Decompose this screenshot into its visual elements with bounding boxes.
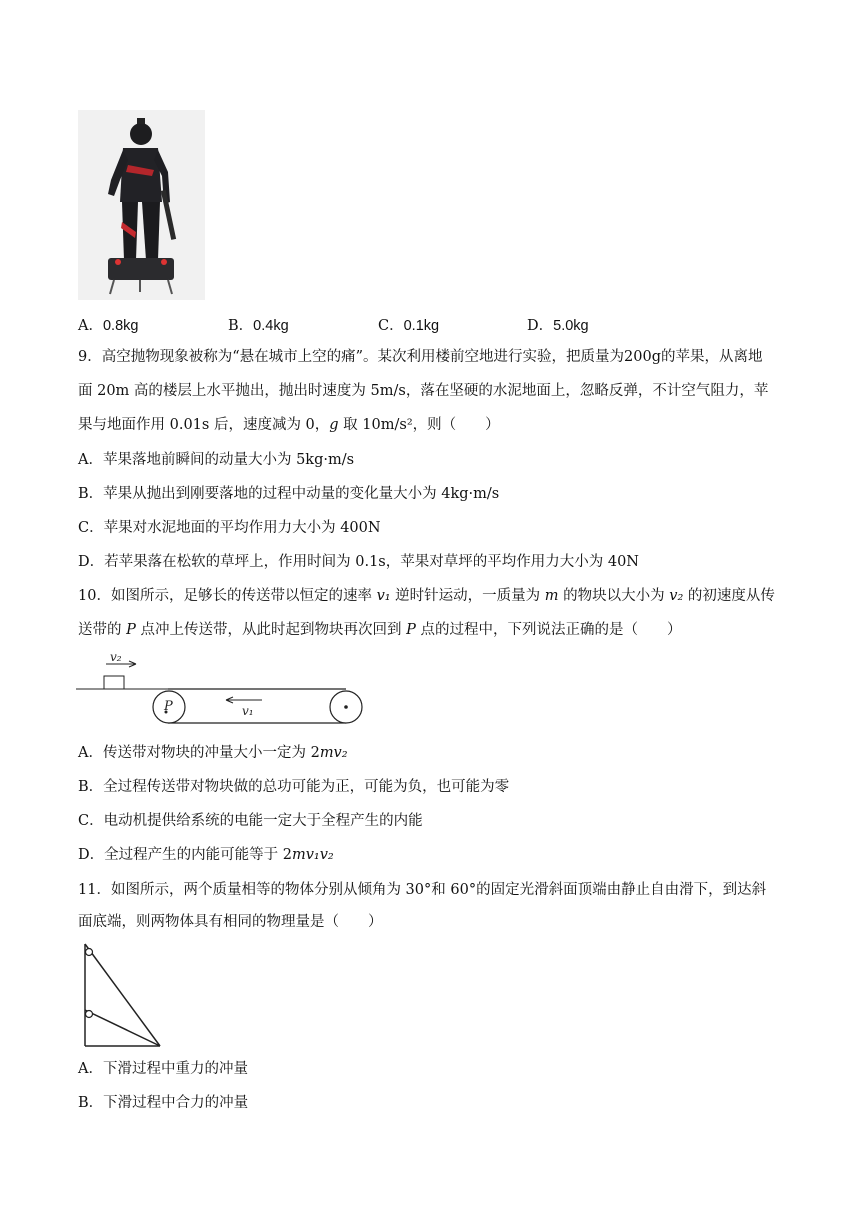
q10-option-a-var: mv₂ [319,745,348,761]
q10-stem-part: 10．如图所示，足够长的传送带以恒定的速率 [78,588,377,604]
q10-stem-part: 点的过程中，下列说法正确的是（ ） [415,622,682,638]
q10-stem-part: 的初速度从传 [683,588,775,604]
jetpack-rider-photo [78,110,205,300]
q10-v1-symbol: v₁ [376,588,391,604]
q10-p-symbol: P [406,622,416,638]
q10-option-d[interactable] [78,845,334,865]
q10-option-d-var: mv₁v₂ [291,847,334,863]
q10-stem-line-2 [78,620,681,640]
q10-option-d-text: D．全过程产生的内能可能等于 2 [78,847,292,863]
q10-p-symbol: P [126,622,136,638]
q10-option-a-text: A．传送带对物块的冲量大小一定为 2 [78,745,320,761]
p-label: P [164,699,173,714]
q10-stem-line-1 [78,586,775,606]
q8-option-b[interactable] [228,314,289,335]
q9-stem-line-1: 9．高空抛物现象被称为“悬在城市上空的痛”。某次利用楼前空地进行实验，把质量为200g的苹果，从离地 [78,349,763,365]
q9-g-symbol: g [329,417,339,433]
q8-option-d-label: D． [527,318,554,334]
q10-stem-part: 点冲上传送带，从此时起到物块再次回到 [135,622,407,638]
v1-label: v₁ [242,704,254,718]
q8-option-a-value: 0.8kg [102,318,139,334]
q8-option-c[interactable] [378,314,439,335]
q8-option-b-value: 0.4kg [253,318,289,334]
q9-stem-3b: 取 10m/s²，则（ ） [338,417,500,433]
lower-object [86,1011,93,1018]
inclines-diagram [80,940,164,1050]
q8-option-a-label: A． [78,318,103,334]
q8-option-c-value: 0.1kg [403,318,440,334]
q11-stem-line-1: 11．如图所示，两个质量相等的物体分别从倾角为 30°和 60°的固定光滑斜面顶端由静止自由滑下，到达斜 [78,882,767,898]
q10-option-b[interactable]: B．全过程传送带对物块做的总功可能为正，可能为负，也可能为零 [78,779,510,795]
q10-option-c[interactable]: C．电动机提供给系统的电能一定大于全程产生的内能 [78,813,423,829]
q9-stem-line-2: 面 20m 高的楼层上水平抛出，抛出时速度为 5m/s，落在坚硬的水泥地面上，忽略反弹，不计空气阻力，苹 [78,383,769,399]
q8-option-b-label: B． [228,318,254,334]
q10-stem-part: 的物块以大小为 [558,588,670,604]
top-object [86,949,93,956]
q10-v2-symbol: v₂ [669,588,684,604]
q9-option-a[interactable]: A．苹果落地前瞬间的动量大小为 5kg·m/s [78,452,355,468]
q10-stem-part: 送带的 [78,622,127,638]
q9-stem-line-3 [78,415,500,435]
q9-option-b[interactable]: B．苹果从抛出到刚要落地的过程中动量的变化量大小为 4kg·m/s [78,486,500,502]
q10-stem-part: 逆时针运动，一质量为 [390,588,545,604]
conveyor-belt-diagram [76,650,368,728]
q9-stem-3a: 果与地面作用 0.01s 后，速度减为 0， [78,417,330,433]
q10-option-a[interactable] [78,743,348,763]
q8-option-d-value: 5.0kg [553,318,589,334]
q9-option-c[interactable]: C．苹果对水泥地面的平均作用力大小为 400N [78,520,381,536]
q8-option-a[interactable] [78,314,138,335]
q10-m-symbol: m [544,588,559,604]
q11-option-b[interactable]: B．下滑过程中合力的冲量 [78,1095,249,1111]
q8-option-c-label: C． [378,318,404,334]
q9-option-d[interactable]: D．若苹果落在松软的草坪上，作用时间为 0.1s，苹果对草坪的平均作用力大小为 40N [78,554,639,570]
block [104,676,124,689]
v2-label: v₂ [110,650,122,664]
q11-stem-line-2: 面底端，则两物体具有相同的物理量是（ ） [78,914,383,930]
q8-option-d[interactable] [527,314,589,335]
q11-option-a[interactable]: A．下滑过程中重力的冲量 [78,1061,248,1077]
